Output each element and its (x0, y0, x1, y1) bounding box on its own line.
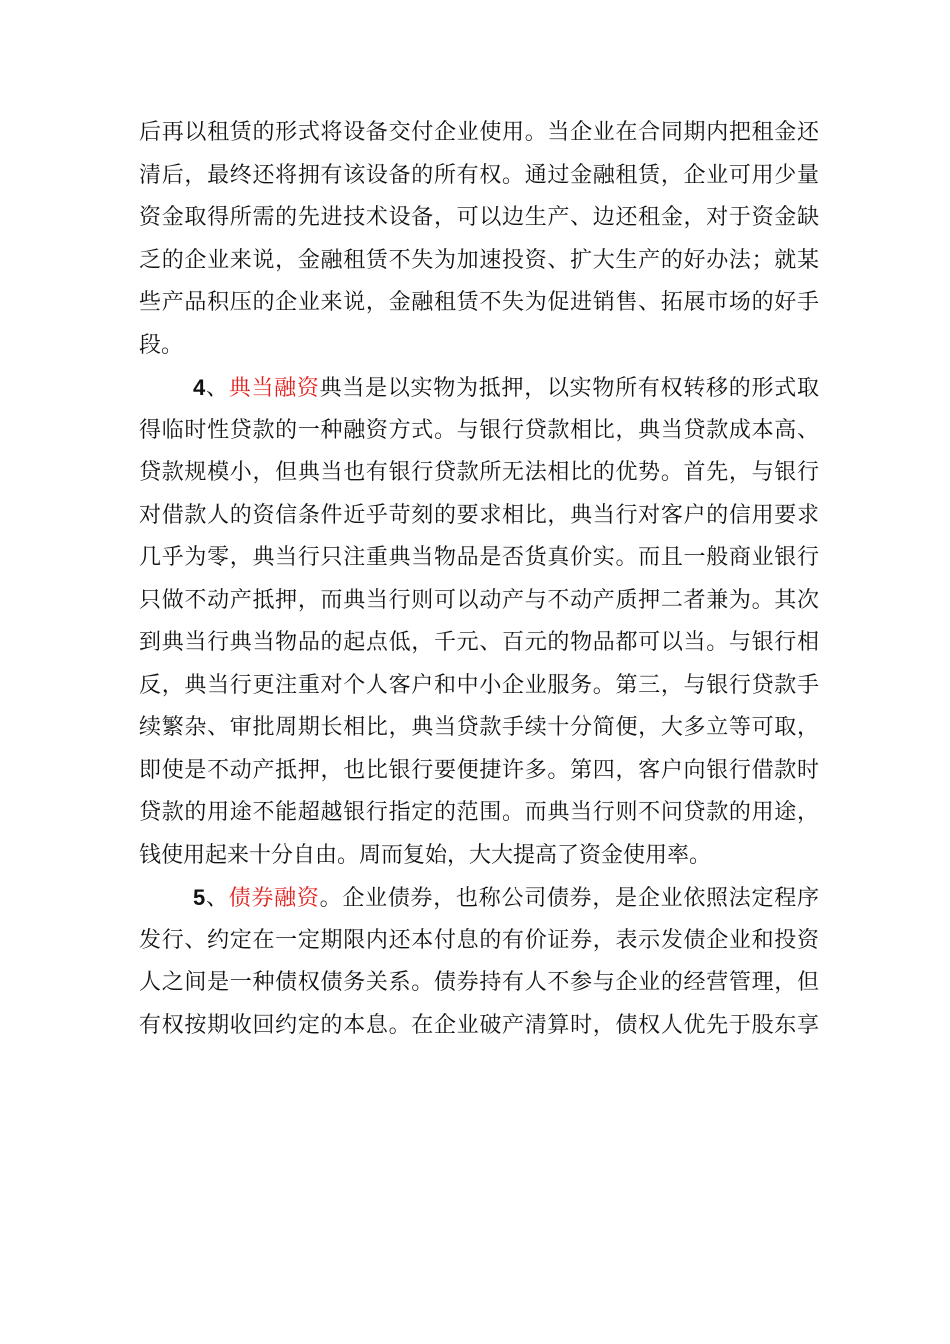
text-line: 反，典当行更注重对个人客户和中小企业服务。第三，与银行贷款手 (139, 672, 819, 698)
text-line: 得临时性贷款的一种融资方式。与银行贷款相比，典当贷款成本高、 (139, 417, 819, 443)
section-heading: 债券融资 (228, 886, 320, 911)
document-page (139, 112, 819, 1047)
text-line: 续繁杂、审批周期长相比，典当贷款手续十分简便，大多立等可取， (139, 715, 819, 740)
paragraph-leasing-continued (139, 112, 819, 367)
text-line: 钱使用起来十分自由。周而复始，大大提高了资金使用率。 (139, 842, 712, 868)
section-heading: 典当融资 (228, 376, 320, 401)
section-separator: 、 (205, 376, 229, 401)
text-line: 贷款规模小，但典当也有银行贷款所无法相比的优势。首先，与银行 (139, 460, 819, 485)
text-line: 乏的企业来说，金融租赁不失为加速投资、扩大生产的好办法；就某 (139, 247, 819, 273)
text-line: 贷款的用途不能超越银行指定的范围。而典当行则不问贷款的用途， (139, 800, 819, 825)
text-line: 资金取得所需的先进技术设备，可以边生产、边还租金，对于资金缺 (139, 205, 819, 230)
text-line: 有权按期收回约定的本息。在企业破产清算时，债权人优先于股东享 (139, 1012, 819, 1038)
text-line: 即使是不动产抵押，也比银行要便捷许多。第四，客户向银行借款时 (139, 757, 819, 783)
text-line: 到典当行典当物品的起点低，千元、百元的物品都可以当。与银行相 (139, 630, 819, 655)
text-line: 对借款人的资信条件近乎苛刻的要求相比，典当行对客户的信用要求 (139, 502, 819, 528)
text-line: 后再以租赁的形式将设备交付企业使用。当企业在合同期内把租金还 (139, 120, 819, 145)
text-line: 清后，最终还将拥有该设备的所有权。通过金融租赁，企业可用少量 (139, 162, 819, 188)
section-first-text: 。企业债券，也称公司债券，是企业依照法定程序 (319, 886, 819, 911)
section-number: 4 (193, 375, 206, 400)
text-line: 段。 (139, 332, 184, 358)
section-first-text: 典当是以实物为抵押，以实物所有权转移的形式取 (319, 376, 819, 401)
section-separator: 、 (205, 886, 229, 911)
paragraph-pawn-financing (139, 367, 819, 877)
text-line: 几乎为零，典当行只注重典当物品是否货真价实。而且一般商业银行 (139, 545, 819, 570)
paragraph-first-line (139, 877, 819, 920)
section-number: 5 (193, 885, 206, 910)
text-line: 发行、约定在一定期限内还本付息的有价证券，表示发债企业和投资 (139, 927, 819, 953)
paragraph-bond-financing (139, 877, 819, 1047)
paragraph-first-line (139, 367, 819, 410)
text-line: 人之间是一种债权债务关系。债券持有人不参与企业的经营管理，但 (139, 970, 819, 995)
text-line: 些产品积压的企业来说，金融租赁不失为促进销售、拓展市场的好手 (139, 290, 819, 315)
text-line: 只做不动产抵押，而典当行则可以动产与不动产质押二者兼为。其次 (139, 587, 819, 613)
